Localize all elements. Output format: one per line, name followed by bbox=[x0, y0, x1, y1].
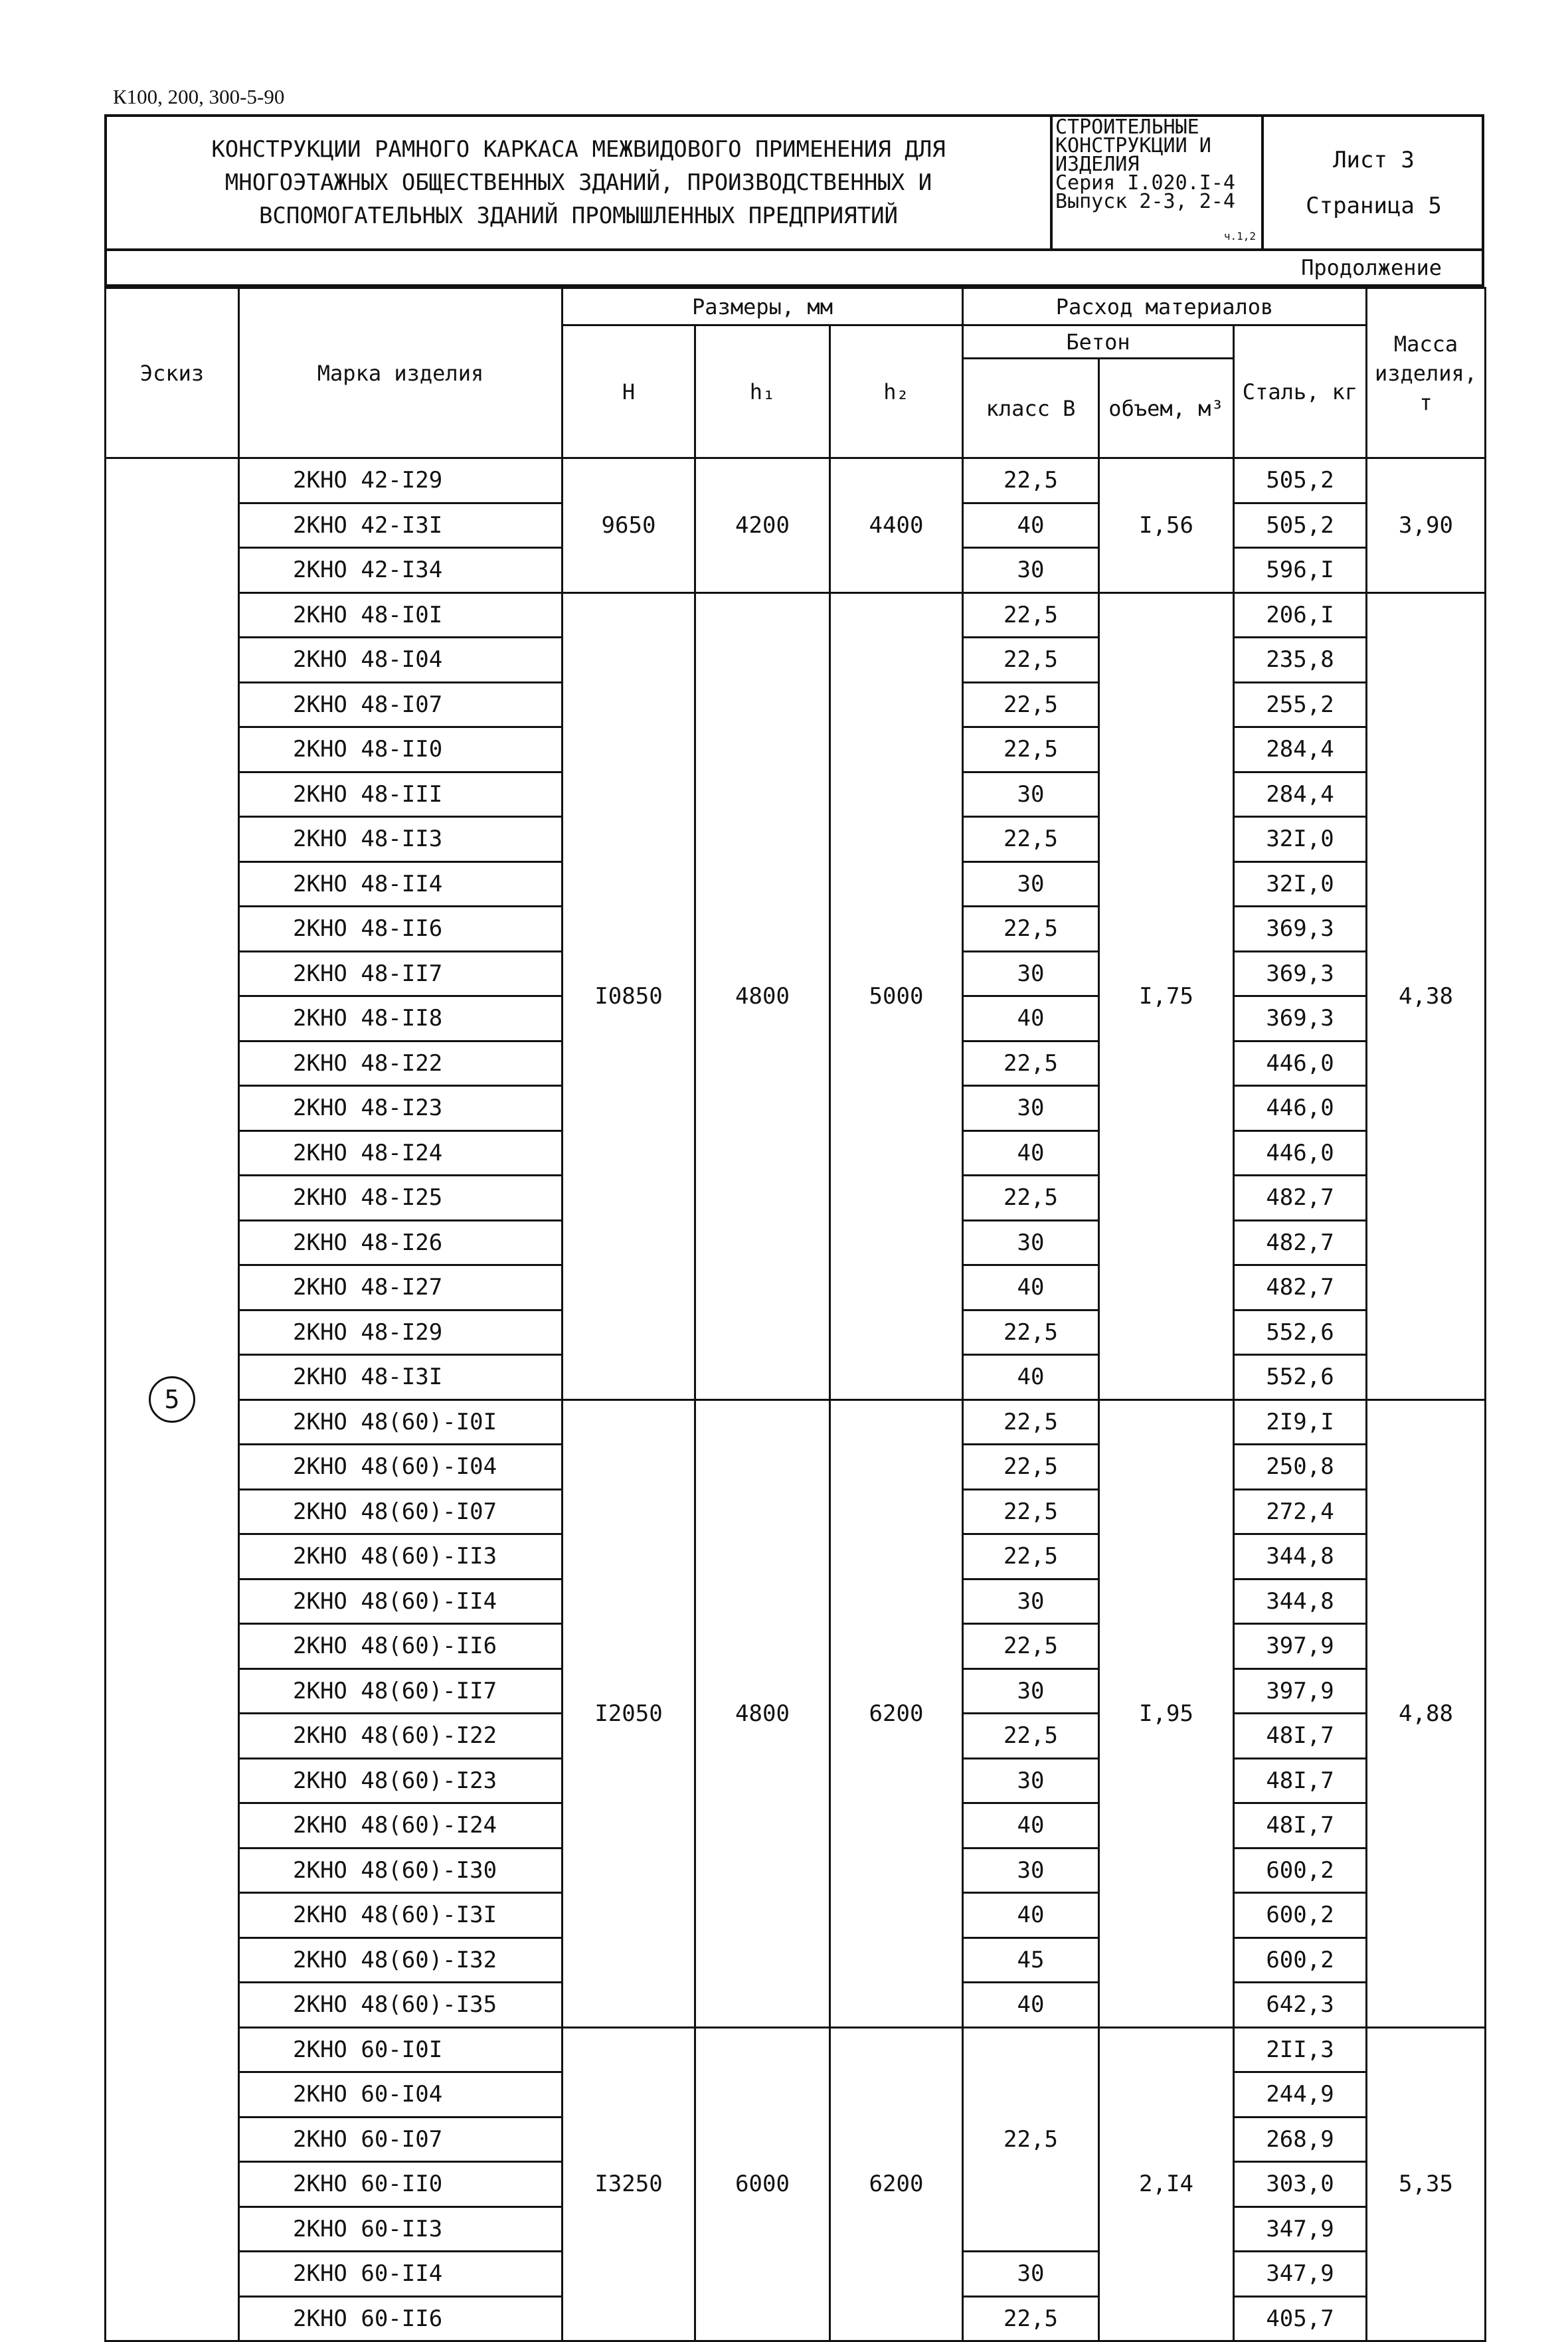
steel-kg: 347,9 bbox=[1234, 2207, 1367, 2252]
steel-kg: 600,2 bbox=[1234, 1848, 1367, 1893]
series-line: ИЗДЕЛИЯ bbox=[1055, 153, 1140, 176]
steel-kg: 505,2 bbox=[1234, 503, 1367, 548]
product-mass: 4,38 bbox=[1367, 592, 1486, 1399]
size-h2: 6200 bbox=[830, 2027, 963, 2341]
steel-kg: 344,8 bbox=[1234, 1579, 1367, 1624]
col-H: H bbox=[563, 325, 695, 458]
steel-kg: 446,0 bbox=[1234, 1041, 1367, 1086]
steel-kg: 206,I bbox=[1234, 592, 1367, 638]
product-mark: 2КНО 48(60)-I24 bbox=[239, 1803, 563, 1848]
concrete-class: 22,5 bbox=[963, 1489, 1099, 1534]
product-mark: 2КНО 48-I27 bbox=[239, 1265, 563, 1310]
size-H: I0850 bbox=[563, 592, 695, 1399]
product-mark: 2КНО 48-I29 bbox=[239, 1310, 563, 1355]
product-mark: 2КНО 48-I26 bbox=[239, 1220, 563, 1265]
products-table bbox=[104, 287, 1486, 2342]
concrete-class: 40 bbox=[963, 1803, 1099, 1848]
concrete-class: 30 bbox=[963, 1220, 1099, 1265]
product-mark: 2КНО 48-I24 bbox=[239, 1130, 563, 1176]
product-mark: 2КНО 42-I34 bbox=[239, 548, 563, 593]
steel-kg: 344,8 bbox=[1234, 1534, 1367, 1579]
col-concrete: Бетон bbox=[963, 325, 1234, 359]
col-class: класс В bbox=[963, 359, 1099, 458]
table-row bbox=[106, 1399, 1486, 1445]
sketch-cell bbox=[106, 458, 239, 2341]
product-mark: 2КНО 48(60)-II3 bbox=[239, 1534, 563, 1579]
product-mass: 4,88 bbox=[1367, 1399, 1486, 2027]
concrete-class: 22,5 bbox=[963, 682, 1099, 727]
sheet-number: Лист 3 bbox=[1333, 146, 1415, 173]
title-block bbox=[104, 114, 1484, 251]
product-mark: 2КНО 60-I04 bbox=[239, 2072, 563, 2117]
steel-kg: 505,2 bbox=[1234, 458, 1367, 503]
concrete-class: 30 bbox=[963, 2252, 1099, 2297]
col-sketch: Эскиз bbox=[106, 288, 239, 458]
product-mark: 2КНО 48-I07 bbox=[239, 682, 563, 727]
product-mark: 2КНО 48-III bbox=[239, 772, 563, 817]
steel-kg: 642,3 bbox=[1234, 1983, 1367, 2028]
product-mark: 2КНО 60-II3 bbox=[239, 2207, 563, 2252]
steel-kg: 369,3 bbox=[1234, 907, 1367, 952]
concrete-class: 22,5 bbox=[963, 458, 1099, 503]
concrete-class: 22,5 bbox=[963, 1176, 1099, 1221]
col-steel: Сталь, кг bbox=[1234, 325, 1367, 458]
steel-kg: 48I,7 bbox=[1234, 1803, 1367, 1848]
concrete-class: 40 bbox=[963, 503, 1099, 548]
steel-kg: 2II,3 bbox=[1234, 2027, 1367, 2072]
product-mark: 2КНО 48-I22 bbox=[239, 1041, 563, 1086]
concrete-class: 22,5 bbox=[963, 1041, 1099, 1086]
steel-kg: 596,I bbox=[1234, 548, 1367, 593]
size-h2: 6200 bbox=[830, 1399, 963, 2027]
steel-kg: 284,4 bbox=[1234, 772, 1367, 817]
steel-kg: 482,7 bbox=[1234, 1176, 1367, 1221]
product-mark: 2КНО 48(60)-I0I bbox=[239, 1399, 563, 1445]
size-h1: 4200 bbox=[695, 458, 830, 593]
concrete-volume: I,75 bbox=[1099, 592, 1234, 1399]
product-mark: 2КНО 48-II6 bbox=[239, 907, 563, 952]
product-mark: 2КНО 60-II6 bbox=[239, 2296, 563, 2341]
product-mark: 2КНО 48(60)-II4 bbox=[239, 1579, 563, 1624]
series-info bbox=[1050, 117, 1264, 248]
concrete-class: 45 bbox=[963, 1937, 1099, 1983]
col-h2: h₂ bbox=[830, 325, 963, 458]
steel-kg: 552,6 bbox=[1234, 1310, 1367, 1355]
series-line: Выпуск 2-3, 2-4 bbox=[1055, 190, 1235, 213]
size-H: 9650 bbox=[563, 458, 695, 593]
steel-kg: 347,9 bbox=[1234, 2252, 1367, 2297]
concrete-class: 22,5 bbox=[963, 638, 1099, 683]
concrete-class: 22,5 bbox=[963, 2027, 1099, 2252]
document-title bbox=[107, 117, 1053, 248]
concrete-class: 22,5 bbox=[963, 1534, 1099, 1579]
steel-kg: 369,3 bbox=[1234, 996, 1367, 1041]
steel-kg: 250,8 bbox=[1234, 1445, 1367, 1490]
concrete-class: 30 bbox=[963, 772, 1099, 817]
document-code: К100, 200, 300-5-90 bbox=[113, 85, 285, 108]
concrete-class: 40 bbox=[963, 1265, 1099, 1310]
size-h1: 4800 bbox=[695, 592, 830, 1399]
steel-kg: 235,8 bbox=[1234, 638, 1367, 683]
concrete-class: 22,5 bbox=[963, 1714, 1099, 1759]
product-mark: 2КНО 48(60)-II7 bbox=[239, 1668, 563, 1714]
concrete-class: 30 bbox=[963, 861, 1099, 907]
col-mark: Марка изделия bbox=[239, 288, 563, 458]
series-line: КОНСТРУКЦИИ И bbox=[1055, 134, 1211, 157]
table-row bbox=[106, 592, 1486, 638]
steel-kg: 369,3 bbox=[1234, 951, 1367, 996]
sketch-number: 5 bbox=[149, 1376, 195, 1423]
concrete-class: 22,5 bbox=[963, 817, 1099, 862]
product-mark: 2КНО 60-II4 bbox=[239, 2252, 563, 2297]
steel-kg: 405,7 bbox=[1234, 2296, 1367, 2341]
concrete-class: 22,5 bbox=[963, 907, 1099, 952]
series-line: СТРОИТЕЛЬНЫЕ bbox=[1055, 116, 1199, 139]
product-mark: 2КНО 42-I29 bbox=[239, 458, 563, 503]
table-body bbox=[106, 458, 1486, 2341]
product-mark: 2КНО 48(60)-I3I bbox=[239, 1893, 563, 1938]
col-h1: h₁ bbox=[695, 325, 830, 458]
product-mark: 2КНО 60-I0I bbox=[239, 2027, 563, 2072]
concrete-class: 30 bbox=[963, 1758, 1099, 1803]
table-row bbox=[106, 458, 1486, 503]
product-mark: 2КНО 48(60)-I30 bbox=[239, 1848, 563, 1893]
steel-kg: 48I,7 bbox=[1234, 1714, 1367, 1759]
product-mark: 2КНО 48-II7 bbox=[239, 951, 563, 996]
product-mark: 2КНО 48-II3 bbox=[239, 817, 563, 862]
steel-kg: 482,7 bbox=[1234, 1220, 1367, 1265]
product-mark: 2КНО 48(60)-I23 bbox=[239, 1758, 563, 1803]
concrete-class: 30 bbox=[963, 951, 1099, 996]
product-mark: 2КНО 48(60)-I22 bbox=[239, 1714, 563, 1759]
concrete-class: 40 bbox=[963, 1983, 1099, 2028]
col-sizes: Размеры, мм bbox=[563, 288, 963, 325]
title-line: ВСПОМОГАТЕЛЬНЫХ ЗДАНИЙ ПРОМЫШЛЕННЫХ ПРЕДПРИЯТИЙ bbox=[258, 203, 899, 229]
product-mark: 2КНО 48-I3I bbox=[239, 1355, 563, 1400]
steel-kg: 255,2 bbox=[1234, 682, 1367, 727]
product-mark: 2КНО 48(60)-I04 bbox=[239, 1445, 563, 1490]
concrete-volume: 2,I4 bbox=[1099, 2027, 1234, 2341]
title-line: КОНСТРУКЦИИ РАМНОГО КАРКАСА МЕЖВИДОВОГО ПРИМЕНЕНИЯ ДЛЯ bbox=[211, 136, 946, 163]
product-mark: 2КНО 48-I25 bbox=[239, 1176, 563, 1221]
concrete-volume: I,95 bbox=[1099, 1399, 1234, 2027]
product-mark: 2КНО 48-II0 bbox=[239, 727, 563, 772]
product-mark: 2КНО 60-II0 bbox=[239, 2162, 563, 2207]
steel-kg: 482,7 bbox=[1234, 1265, 1367, 1310]
sheet-info bbox=[1266, 117, 1482, 248]
series-parts: ч.1,2 bbox=[1223, 230, 1256, 242]
steel-kg: 397,9 bbox=[1234, 1624, 1367, 1669]
product-mark: 2КНО 48(60)-I35 bbox=[239, 1983, 563, 2028]
concrete-class: 22,5 bbox=[963, 727, 1099, 772]
steel-kg: 32I,0 bbox=[1234, 861, 1367, 907]
concrete-class: 22,5 bbox=[963, 1399, 1099, 1445]
size-H: I2050 bbox=[563, 1399, 695, 2027]
product-mark: 2КНО 48(60)-I07 bbox=[239, 1489, 563, 1534]
concrete-class: 22,5 bbox=[963, 1624, 1099, 1669]
col-mass: Масса изделия, т bbox=[1367, 288, 1486, 458]
col-materials: Расход материалов bbox=[963, 288, 1367, 325]
steel-kg: 48I,7 bbox=[1234, 1758, 1367, 1803]
title-line: МНОГОЭТАЖНЫХ ОБЩЕСТВЕННЫХ ЗДАНИЙ, ПРОИЗВОДСТВЕННЫХ И bbox=[224, 169, 932, 196]
steel-kg: 446,0 bbox=[1234, 1130, 1367, 1176]
product-mark: 2КНО 48-I23 bbox=[239, 1086, 563, 1131]
series-line: Серия I.020.I-4 bbox=[1055, 171, 1235, 195]
product-mark: 2КНО 48-II4 bbox=[239, 861, 563, 907]
concrete-class: 22,5 bbox=[963, 1310, 1099, 1355]
concrete-class: 40 bbox=[963, 1893, 1099, 1938]
steel-kg: 2I9,I bbox=[1234, 1399, 1367, 1445]
product-mark: 2КНО 48-I0I bbox=[239, 592, 563, 638]
continuation-label: Продолжение bbox=[104, 251, 1484, 287]
steel-kg: 272,4 bbox=[1234, 1489, 1367, 1534]
product-mark: 2КНО 48(60)-II6 bbox=[239, 1624, 563, 1669]
steel-kg: 446,0 bbox=[1234, 1086, 1367, 1131]
col-volume: объем, м³ bbox=[1099, 359, 1234, 458]
concrete-class: 22,5 bbox=[963, 2296, 1099, 2341]
table-row bbox=[106, 2027, 1486, 2072]
product-mass: 3,90 bbox=[1367, 458, 1486, 593]
size-h2: 4400 bbox=[830, 458, 963, 593]
concrete-class: 40 bbox=[963, 1355, 1099, 1400]
concrete-class: 30 bbox=[963, 548, 1099, 593]
size-H: I3250 bbox=[563, 2027, 695, 2341]
size-h2: 5000 bbox=[830, 592, 963, 1399]
steel-kg: 552,6 bbox=[1234, 1355, 1367, 1400]
concrete-class: 30 bbox=[963, 1668, 1099, 1714]
size-h1: 6000 bbox=[695, 2027, 830, 2341]
size-h1: 4800 bbox=[695, 1399, 830, 2027]
concrete-class: 40 bbox=[963, 1130, 1099, 1176]
steel-kg: 397,9 bbox=[1234, 1668, 1367, 1714]
concrete-class: 22,5 bbox=[963, 1445, 1099, 1490]
concrete-class: 40 bbox=[963, 996, 1099, 1041]
product-mark: 2КНО 48-I04 bbox=[239, 638, 563, 683]
steel-kg: 284,4 bbox=[1234, 727, 1367, 772]
steel-kg: 244,9 bbox=[1234, 2072, 1367, 2117]
steel-kg: 303,0 bbox=[1234, 2162, 1367, 2207]
product-mark: 2КНО 48-II8 bbox=[239, 996, 563, 1041]
steel-kg: 32I,0 bbox=[1234, 817, 1367, 862]
concrete-class: 30 bbox=[963, 1848, 1099, 1893]
product-mark: 2КНО 48(60)-I32 bbox=[239, 1937, 563, 1983]
concrete-class: 30 bbox=[963, 1579, 1099, 1624]
product-mark: 2КНО 42-I3I bbox=[239, 503, 563, 548]
concrete-class: 30 bbox=[963, 1086, 1099, 1131]
concrete-class: 22,5 bbox=[963, 592, 1099, 638]
product-mark: 2КНО 60-I07 bbox=[239, 2117, 563, 2162]
steel-kg: 600,2 bbox=[1234, 1893, 1367, 1938]
steel-kg: 600,2 bbox=[1234, 1937, 1367, 1983]
concrete-volume: I,56 bbox=[1099, 458, 1234, 593]
page-number: Страница 5 bbox=[1306, 192, 1442, 219]
product-mass: 5,35 bbox=[1367, 2027, 1486, 2341]
steel-kg: 268,9 bbox=[1234, 2117, 1367, 2162]
